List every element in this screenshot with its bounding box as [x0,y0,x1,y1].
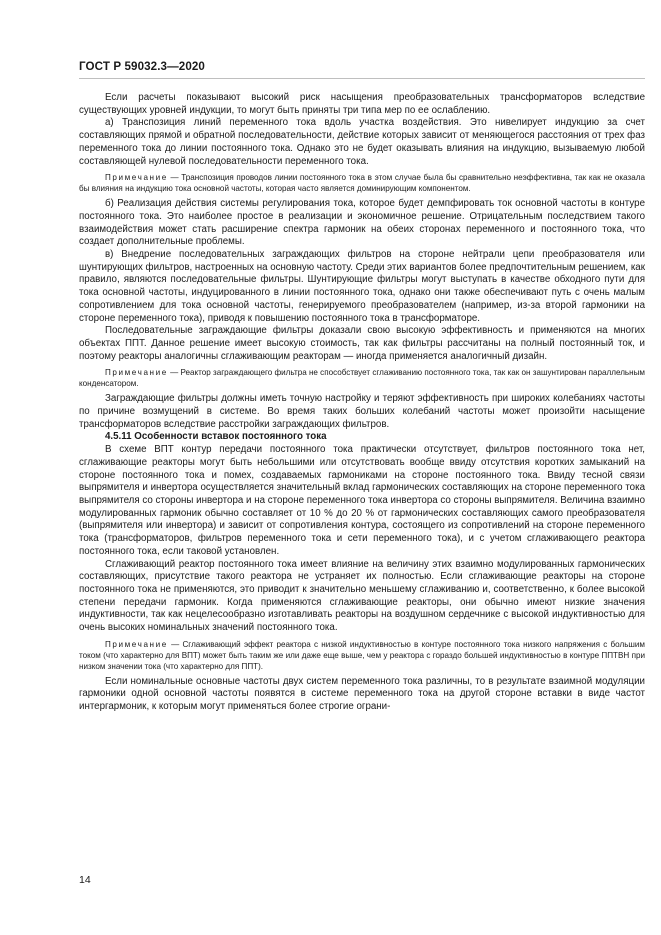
document-body [79,92,645,714]
paragraph-option-c: в) Внедрение последовательных заграждающих фильтров на стороне нейтрали цепи преобразователя или шунтирующих фильтров, настроенных на основную частоту. Среди этих вариантов более предпочтительным решением, как правило, являются последовательные фильтры. Шунтирующие фильтры могут выступать в качестве обходного пути для тока основной частоты, индуцированного в линии постоянного тока, однако они также обеспечивают путь с очень малым сопротивлением для тока основной частоты, генерируемого преобразователем (например, из-за второй гармоники на стороне переменного тока), приводя к повышению постоянного тока в трансформаторе. [79,249,645,324]
paragraph-frequencies: Если номинальные основные частоты двух систем переменного тока различны, то в результате взаимной модуляции гармоники одной основной частоты появятся в системе переменного тока на другой стороне вставки в виде частот интергармоник, к которым могут применяться более строгие ограни- [79,675,645,713]
paragraph-btb-scheme: В схеме ВПТ контур передачи постоянного тока практически отсутствует, фильтров постоянного тока нет, сглаживающие реакторы могут быть небольшими или отсутствовать вообще ввиду отсутствия коротких замыканий на стороне постоянного тока и помех, создаваемых гармониками на стороне постоянного тока. Ввиду тесной связи выпрямителя и инвертора осуществляется значительный вклад гармонических составляющих на стороне переменного тока выпрямителя со стороны инвертора и на стороне переменного тока инвертора со стороны выпрямителя. Величина взаимно модулированных гармоник обычно составляет от 10 % до 20 % от гармонических составляющих самого преобразователя (выпрямителя или инвертора) и зависит от сопротивления контура, состоящего из сопротивлений на стороне переменного тока (трансформаторов, фильтров переменного тока и сети переменного тока), и с учетом сглаживающего реактора постоянного тока, если таковой установлен. [79,444,645,557]
note-label: Примечание [105,639,168,649]
note-text: — Сглаживающий эффект реактора с низкой индуктивностью в контуре постоянного тока низкого напряжения с большим током (что характерно для ВПТ) может быть таким же или даже еще выше, чем у реактора с гораздо большей индуктивностью в контуре ППТВН при низком значении тока (что характерно для ППТ). [79,639,645,671]
note-1 [79,172,645,194]
note-label: Примечание [105,368,168,378]
note-3 [79,639,645,672]
note-text: — Транспозиция проводов линии постоянного тока в этом случае была бы сравнительно неэффективна, так как не оказала бы влияния на индукцию тока основной частоты, которая часто является доминирующим компонентом. [79,173,645,194]
header-rule [79,78,645,79]
paragraph-series-filters: Последовательные заграждающие фильтры доказали свою высокую эффективность и применяются на многих объектах ППТ. Данное решение имеет высокую стоимость, так как фильтры рассчитаны на полный постоянный ток, и поэтому реакторы аналогичны сглаживающим реакторам — иногда применяется аналогичный дизайн. [79,325,645,362]
page-number: 14 [79,874,91,886]
note-text: — Реактор заграждающего фильтра не способствует сглаживанию постоянного тока, так как он зашунтирован параллельным конденсатором. [79,368,645,389]
note-label: Примечание [105,173,168,183]
paragraph-intro: Если расчеты показывают высокий риск насыщения преобразовательных трансформаторов вследствие существующих уровней индукции, то могут быть приняты три типа мер по ее ослаблению. [79,92,645,116]
section-heading: 4.5.11 Особенности вставок постоянного тока [105,431,327,443]
paragraph-option-a: а) Транспозиция линий переменного тока вдоль участка воздействия. Это нивелирует индукцию за счет составляющих прямой и обратной последовательности, действие которых зависит от меняющегося расстояния от трех фаз переменного тока до линии постоянного тока. Однако это не будет оказывать влияния на индукцию, вызываемую любой составляющей нулевой последовательности переменного тока. [79,117,645,167]
paragraph-option-b: б) Реализация действия системы регулирования тока, которое будет демпфировать ток основной частоты в контуре постоянного тока. Это наиболее простое в реализации и экономичное решение. Отрицательным последствием такого взаимодействия может стать расширение спектра гармоник на обеих сторонах переменного и постоянного тока, что создает дополнительные проблемы. [79,198,645,248]
paragraph-filter-tuning: Заграждающие фильтры должны иметь точную настройку и теряют эффективность при широких колебаниях частоты по причине возмущений в системе. Во время таких больших колебаний частоты может произойти насыщение трансформаторов вследствие расстройки заграждающих фильтров. [79,393,645,430]
note-2 [79,367,645,389]
standard-header: ГОСТ Р 59032.3—2020 [79,60,205,73]
paragraph-smoothing-reactor: Сглаживающий реактор постоянного тока имеет влияние на величину этих взаимно модулированных гармонических составляющих, присутствие такого реактора не устраняет их полностью. Если сглаживающие реакторы на стороне постоянного тока не применяются, это приводит к значительно меньшему сглаживанию и, соответственно, к более высокой степени передачи гармоник. Когда применяются сглаживающие реакторы, они обычно имеют низкие значения индуктивности, так как нецелесообразно изготавливать реакторы на воздушном сердечнике с высокой индуктивностью для очень высоких номинальных значений постоянного тока. [79,558,645,634]
